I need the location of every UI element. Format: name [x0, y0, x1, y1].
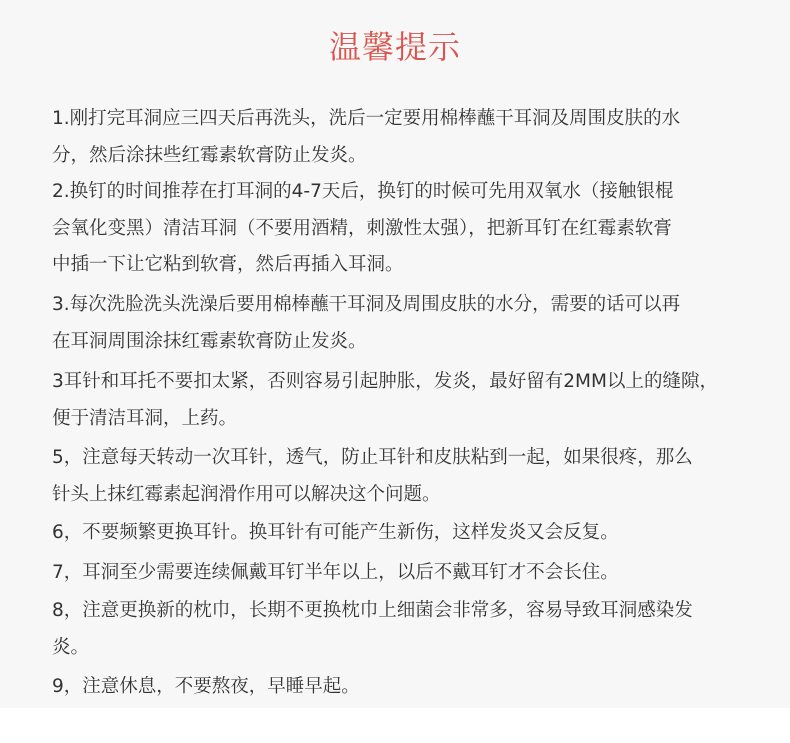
- tip-line: 在耳洞周围涂抹红霉素软膏防止发炎。: [52, 330, 367, 352]
- tip-line: 针头上抹红霉素起润滑作用可以解决这个问题。: [52, 483, 441, 505]
- tip-line: 2.换钉的时间推荐在打耳洞的4-7天后，换钉的时候可先用双氧水（接触银棍: [52, 181, 674, 202]
- tip-line: 炎。: [52, 636, 90, 658]
- tip-line: 分，然后涂抹些红霉素软膏防止发炎。: [52, 144, 367, 166]
- tip-item-9: [52, 669, 764, 706]
- tip-line: 1.刚打完耳洞应三四天后再洗头，洗后一定要用棉棒蘸干耳洞及周围皮肤的水: [52, 108, 681, 129]
- page-title: 温馨提示: [328, 28, 461, 66]
- tip-item-5: [52, 440, 764, 513]
- tip-item-6: [52, 515, 764, 552]
- tip-item-7: [52, 555, 764, 592]
- tip-line: 3耳针和耳托不要扣太紧，否则容易引起肿胀，发炎，最好留有2MM以上的缝隙，: [52, 371, 718, 392]
- tip-item-1: [52, 101, 764, 174]
- bottom-spacer: [0, 708, 790, 743]
- tip-line: 便于清洁耳洞，上药。: [52, 407, 238, 429]
- tip-line: 5，注意每天转动一次耳针，透气，防止耳针和皮肤粘到一起，如果很疼，那么: [52, 447, 693, 468]
- tip-line: 9，注意休息，不要熬夜，早睡早起。: [52, 676, 360, 697]
- tip-line: 3.每次洗脸洗头洗澡后要用棉棒蘸干耳洞及周围皮肤的水分，需要的话可以再: [52, 294, 681, 315]
- tip-line: 6，不要频繁更换耳针。换耳针有可能产生新伤，这样发炎又会反复。: [52, 522, 619, 543]
- tip-line: 会氧化变黑）清洁耳洞（不要用酒精，刺激性太强），把新耳钉在红霉素软膏: [52, 217, 672, 239]
- tip-item-3: [52, 287, 764, 360]
- tip-item-2: [52, 174, 764, 284]
- tip-line: 8，注意更换新的枕巾，长期不更换枕巾上细菌会非常多，容易导致耳洞感染发: [52, 600, 693, 621]
- tip-item-8: [52, 593, 764, 666]
- tip-item-4: [52, 364, 764, 437]
- tip-line: 中插一下让它粘到软膏，然后再插入耳洞。: [52, 254, 404, 275]
- tip-line: 7，耳洞至少需要连续佩戴耳钉半年以上，以后不戴耳钉才不会长住。: [52, 562, 619, 583]
